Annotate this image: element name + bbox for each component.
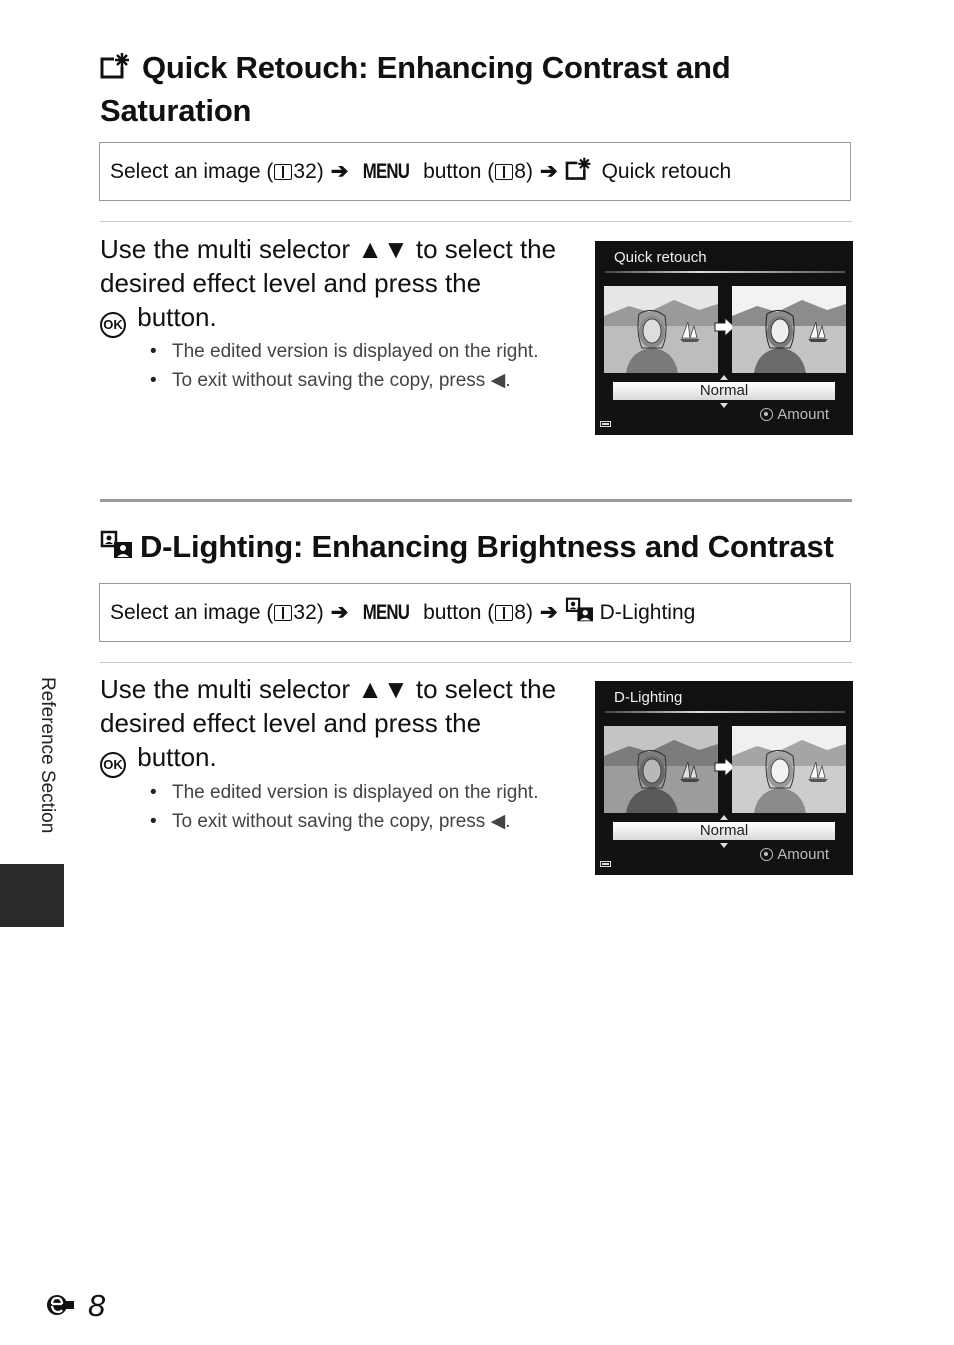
list-item: • The edited version is displayed on the right. xyxy=(150,778,590,807)
list-item: • To exit without saving the copy, press ◀. xyxy=(150,366,590,395)
d-lighting-icon xyxy=(565,597,595,629)
menu-button-label: MENU xyxy=(363,159,410,183)
step-instruction: Use the multi selector ▲▼ to select the desired effect level and press the OK button. xyxy=(100,232,570,338)
page-reference-icon xyxy=(274,164,292,180)
divider xyxy=(605,711,845,713)
list-item: • The edited version is displayed on the right. xyxy=(150,337,590,366)
original-thumbnail xyxy=(604,286,718,373)
divider xyxy=(605,271,845,273)
effect-level-selector: Normal xyxy=(613,822,835,840)
level-up-indicator xyxy=(720,815,728,820)
original-thumbnail xyxy=(604,726,718,813)
menu-button-label: MENU xyxy=(363,600,410,624)
multi-selector-icon xyxy=(760,848,773,861)
section-title-d-lighting: D-Lighting: Enhancing Brightness and Contrast xyxy=(100,527,860,570)
arrow-right-icon: ➔ xyxy=(330,601,349,624)
arrow-right-icon: ➔ xyxy=(539,160,558,183)
level-down-indicator xyxy=(720,843,728,848)
screen-title: Quick retouch xyxy=(614,249,707,266)
divider xyxy=(100,221,852,222)
ok-button-icon: OK xyxy=(100,752,126,778)
level-down-indicator xyxy=(720,403,728,408)
ok-button-icon: OK xyxy=(100,312,126,338)
divider xyxy=(100,662,852,663)
amount-hint: Amount xyxy=(760,846,829,863)
camera-screen-quick-retouch xyxy=(595,241,853,435)
multi-selector-icon xyxy=(760,408,773,421)
section-divider xyxy=(100,499,852,502)
page-reference-icon xyxy=(495,605,513,621)
list-item: • To exit without saving the copy, press ◀. xyxy=(150,807,590,836)
section-title-quick-retouch: Quick Retouch: Enhancing Contrast and Saturation xyxy=(100,50,731,128)
step-instruction: Use the multi selector ▲▼ to select the desired effect level and press the OK button. xyxy=(100,672,570,778)
d-lighting-icon xyxy=(100,530,134,570)
breadcrumb-quick-retouch: Select an image ( 32 ) ➔ MENU button ( 8 ) ➔ Quick retouch xyxy=(99,142,851,201)
quick-retouch-icon xyxy=(100,51,134,91)
battery-icon xyxy=(600,861,611,867)
edited-thumbnail xyxy=(732,286,846,373)
arrow-right-icon: ➔ xyxy=(330,160,349,183)
amount-hint: Amount xyxy=(760,406,829,423)
page-number: 8 xyxy=(46,1288,105,1326)
bullet-list xyxy=(150,337,590,395)
side-tab-marker xyxy=(0,864,64,927)
reference-e-icon xyxy=(46,1290,86,1326)
page-reference-icon xyxy=(495,164,513,180)
side-tab-label: Reference Section xyxy=(37,677,58,834)
battery-icon xyxy=(600,421,611,427)
camera-screen-d-lighting xyxy=(595,681,853,875)
edited-thumbnail xyxy=(732,726,846,813)
page-reference-icon xyxy=(274,605,292,621)
breadcrumb-d-lighting: Select an image ( 32 ) ➔ MENU button ( 8 ) ➔ D-Lighting xyxy=(99,583,851,642)
arrow-right-icon: ➔ xyxy=(539,601,558,624)
level-up-indicator xyxy=(720,375,728,380)
quick-retouch-icon xyxy=(565,156,595,188)
bullet-list xyxy=(150,778,590,836)
screen-title: D-Lighting xyxy=(614,689,683,706)
effect-level-selector: Normal xyxy=(613,382,835,400)
